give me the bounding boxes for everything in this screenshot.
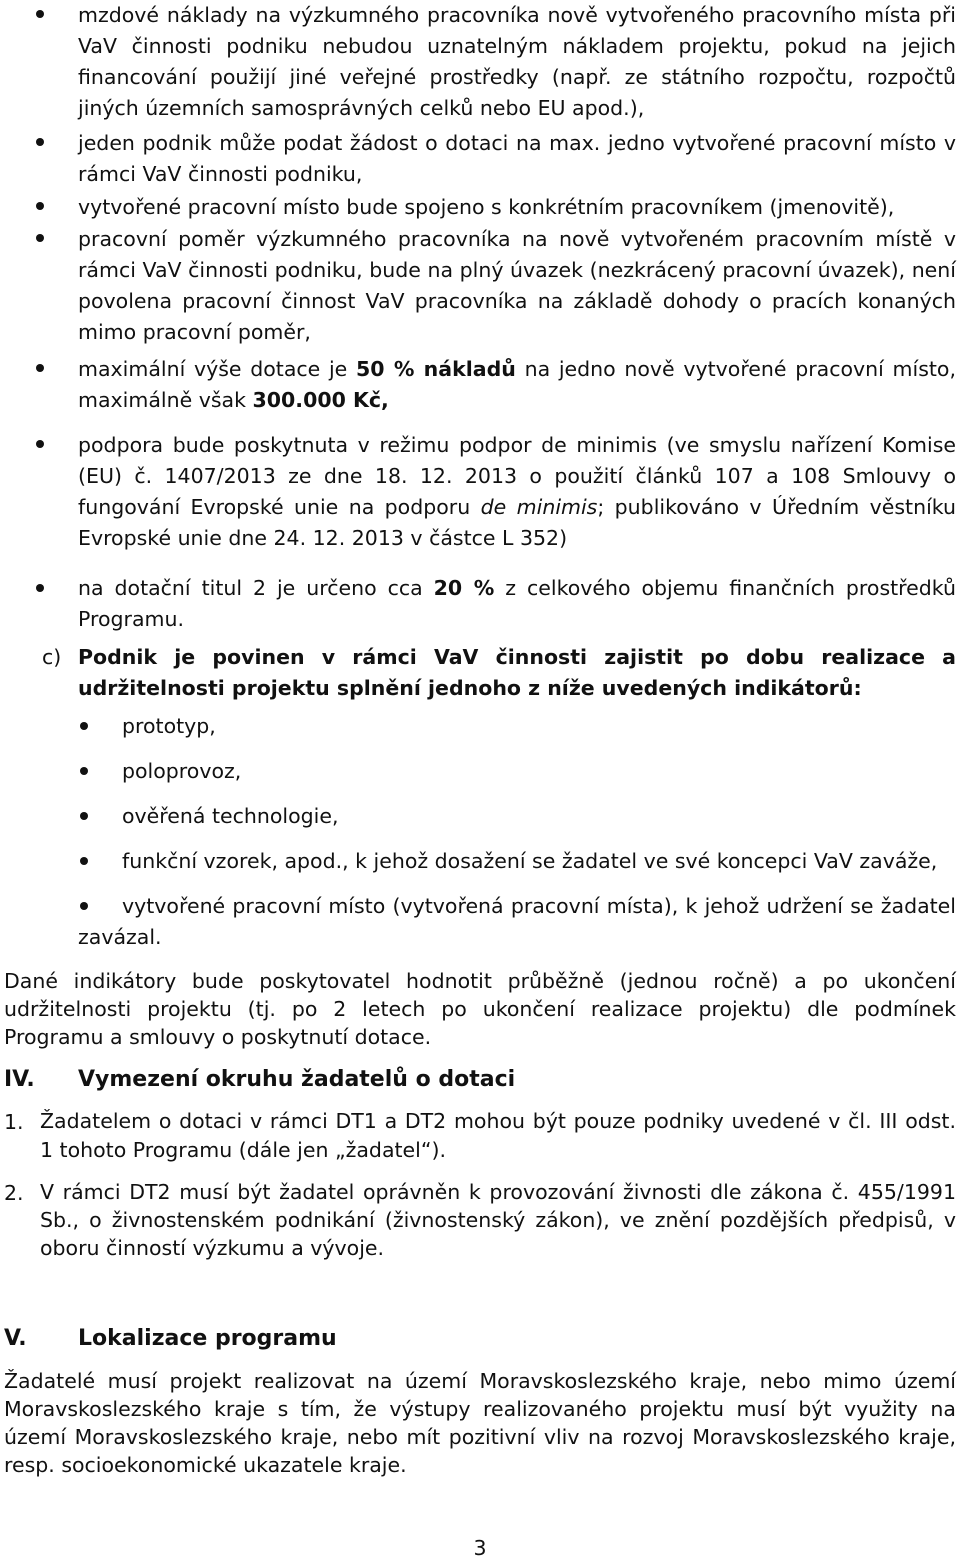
bold-text: 50 % nákladů <box>355 357 516 381</box>
section-v-number: V. <box>4 1326 27 1351</box>
text-run: pracovní poměr výzkumného pracovníka na nově vytvořeném pracovním místě v rámci VaV činnosti podniku, bude na plný úvazek (nezkrácený pracovní úvazek), není povolena pracovní činnost VaV pracovníka na základě dohody o pracích konaných mimo pracovní poměr, <box>78 227 956 344</box>
page-number: 3 <box>473 1536 487 1560</box>
indicator-item-2: poloprovoz, <box>122 759 242 783</box>
bullet-item-2 <box>78 128 956 190</box>
text-run: jeden podnik může podat žádost o dotaci na max. jedno vytvořené pracovní místo v rámci VaV činnosti podniku, <box>78 131 956 186</box>
section-iv-number: IV. <box>4 1067 35 1092</box>
list-item: Žadatelem o dotaci v rámci DT1 a DT2 mohou být pouze podniky uvedené v čl. III odst. 1 tohoto Programu (dále jen „žadatel“). <box>40 1109 956 1162</box>
bold-text: 300.000 Kč, <box>252 388 389 412</box>
indicator-item-1: prototyp, <box>122 714 216 738</box>
text-run: maximální výše dotace je <box>78 357 356 381</box>
bullet-icon <box>80 722 88 730</box>
italic-text: de minimis <box>480 495 598 519</box>
indicator-item-4: funkční vzorek, apod., k jehož dosažení se žadatel ve své koncepci VaV zaváže, <box>122 849 938 873</box>
bullet-icon <box>36 584 44 592</box>
bullet-item-3 <box>78 192 956 223</box>
indicator-item-5: vytvořené pracovní místo (vytvořená pracovní místa), k jehož udržení se žadatel zavázal. <box>78 894 956 949</box>
text-run: vytvořené pracovní místo bude spojeno s konkrétním pracovníkem (jmenovitě), <box>78 195 895 219</box>
list-item: V rámci DT2 musí být žadatel oprávněn k provozování živnosti dle zákona č. 455/1991 Sb., o živnostenském podnikání (živnostenský zákon), ve znění pozdějších předpisů, v oboru činností výzkumu a vývoje. <box>40 1180 956 1260</box>
section-v-text: Žadatelé musí projekt realizovat na území Moravskoslezského kraje, nebo mimo území Moravskoslezského kraje s tím, že výstupy realizovaného projektu musí být využity na území Moravskoslezského kraje, nebo mít pozitivní vliv na rozvoj Moravskoslezského kraje, resp. socioekonomické ukazatele kraje. <box>4 1369 956 1477</box>
indicators-paragraph: Dané indikátory bude poskytovatel hodnotit průběžně (jednou ročně) a po ukončení udržitelnosti projektu (tj. po 2 letech po ukončení realizace projektu) dle podmínek Programu a smlouvy o poskytnutí dotace. <box>4 969 956 1049</box>
section-iv-title: Vymezení okruhu žadatelů o dotaci <box>78 1067 516 1092</box>
list-item-number: 1. <box>4 1110 24 1134</box>
bullet-item-6 <box>78 430 956 554</box>
bullet-icon <box>80 767 88 775</box>
text-run: z celkového objemu finančních prostředků Programu. <box>78 576 957 631</box>
bullet-icon <box>36 234 44 242</box>
bullet-icon <box>36 10 44 18</box>
text-run: na dotační titul 2 je určeno cca <box>78 576 434 600</box>
bullet-icon <box>36 202 44 210</box>
bullet-icon <box>80 857 88 865</box>
bullet-icon <box>36 364 44 372</box>
section-c-text: Podnik je povinen v rámci VaV činnosti zajistit po dobu realizace a udržitelnosti projektu splnění jednoho z níže uvedených indikátorů: <box>78 645 956 700</box>
bullet-icon <box>36 138 44 146</box>
text-run: podpora bude poskytnuta v režimu podpor de minimis (ve smyslu nařízení Komise (EU) č. 1407/2013 ze dne 18. 12. 2013 o použití článků 107 a 108 Smlouvy o fungování Evropské unie na podporu <box>78 433 956 519</box>
bullet-icon <box>80 812 88 820</box>
text-run: mzdové náklady na výzkumného pracovníka nově vytvořeného pracovního místa při VaV činnosti podniku nebudou uznatelným nákladem projektu, pokud na jejich financování použijí jiné veřejné prostředky (např. ze státního rozpočtu, rozpočtů jiných územních samosprávných celků nebo EU apod.), <box>78 3 956 120</box>
section-v-title: Lokalizace programu <box>78 1326 337 1351</box>
indicator-item-3: ověřená technologie, <box>122 804 339 828</box>
list-item-number: 2. <box>4 1181 24 1205</box>
text-run: na jedno nově vytvořené pracovní místo, maximálně však <box>78 357 956 412</box>
section-c-marker: c) <box>42 645 62 669</box>
bullet-item-5 <box>78 354 956 416</box>
bold-text: 20 % <box>433 576 495 600</box>
bullet-item-4 <box>78 224 956 348</box>
bullet-item-1 <box>78 0 956 124</box>
bullet-icon <box>36 440 44 448</box>
text-run: ; publikováno v Úředním věstníku Evropské unie dne 24. 12. 2013 v částce L 352) <box>78 495 956 550</box>
bullet-item-7 <box>78 573 956 635</box>
